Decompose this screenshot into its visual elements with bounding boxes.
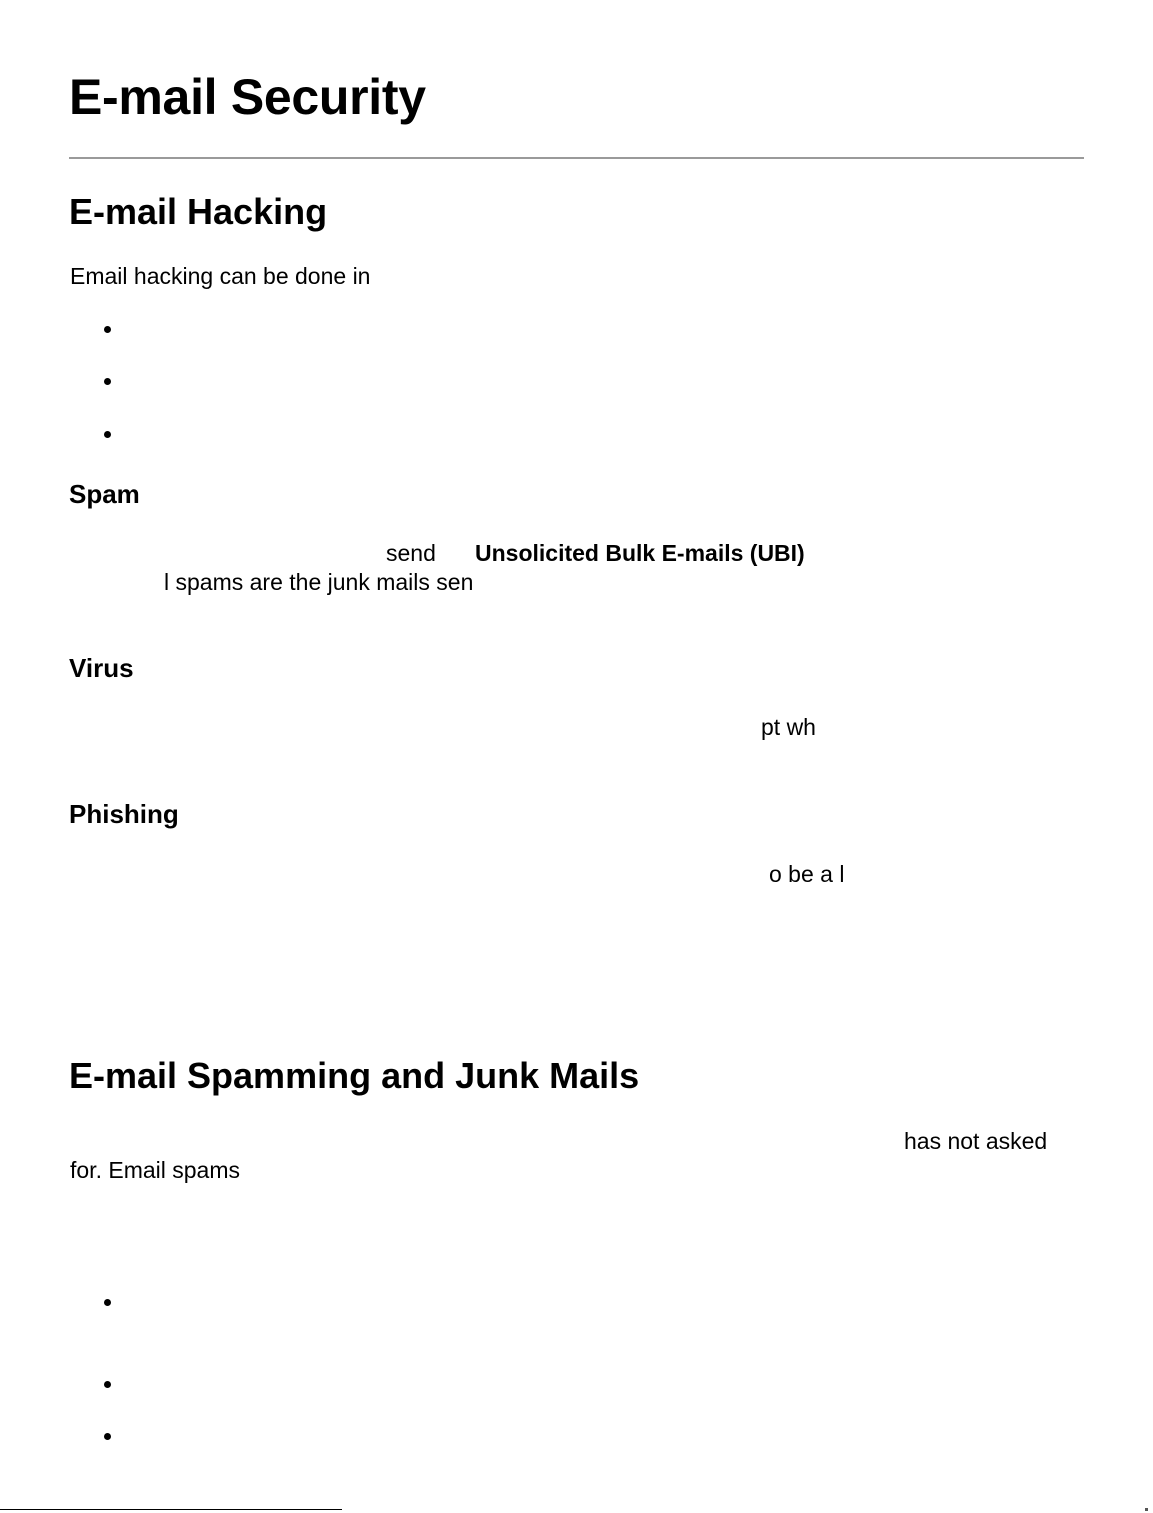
spam-text-fragment: send [386,540,436,566]
section-heading-spamming-junk: E-mail Spamming and Junk Mails [69,1055,640,1096]
title-divider [69,157,1084,159]
list-item-bullet [104,1381,111,1388]
list-item-bullet [104,378,111,385]
virus-text-fragment: pt wh [761,714,816,740]
subsection-heading-virus: Virus [69,653,134,683]
section-heading-email-hacking: E-mail Hacking [69,191,328,232]
spamming-text-fragment: for. Email spams [70,1157,240,1183]
list-item-bullet [104,326,111,333]
hacking-intro-text: Email hacking can be done in [70,263,371,289]
spam-bold-term: Unsolicited Bulk E-mails (UBI) [475,540,805,566]
spam-text-fragment: l spams are the junk mails sen [164,569,474,595]
footer-rule [0,1509,342,1510]
list-item-bullet [104,1433,111,1440]
footer-fragment [344,1507,470,1511]
phishing-text-fragment: o be a l [769,861,845,887]
footer-fragment [1145,1508,1148,1511]
subsection-heading-spam: Spam [69,479,140,509]
list-item-bullet [104,431,111,438]
page-title: E-mail Security [69,69,426,125]
spamming-text-fragment: has not asked [904,1128,1048,1154]
list-item-bullet [104,1299,111,1306]
subsection-heading-phishing: Phishing [69,799,179,829]
